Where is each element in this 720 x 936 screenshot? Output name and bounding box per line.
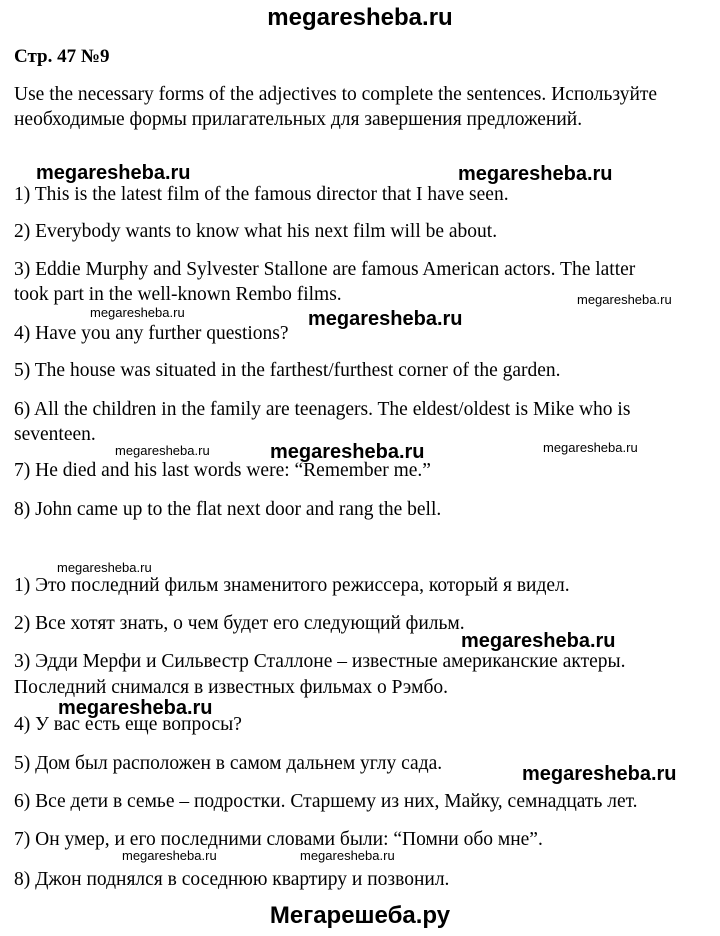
english-sentence-6-line-1: 6) All the children in the family are teenagers. The eldest/oldest is Mike who is [14,399,631,420]
site-header: megaresheba.ru [267,4,453,31]
watermark: megaresheba.ru [57,560,152,575]
russian-sentence-5: 5) Дом был расположен в самом дальнем углу сада. [14,753,443,774]
russian-sentence-2: 2) Все хотят знать, о чем будет его следующий фильм. [14,613,465,634]
english-sentence-3-line-1: 3) Eddie Murphy and Sylvester Stallone are famous American actors. The latter [14,259,636,280]
watermark: megaresheba.ru [36,162,191,184]
watermark: megaresheba.ru [300,848,395,863]
russian-sentence-3-line-1: 3) Эдди Мерфи и Сильвестр Сталлоне – известные американские актеры. [14,651,626,672]
english-sentence-7: 7) He died and his last words were: “Remember me.” [14,460,431,481]
page-reference: Стр. 47 №9 [14,46,110,67]
watermark: megaresheba.ru [543,440,638,455]
english-sentence-5: 5) The house was situated in the farthest/furthest corner of the garden. [14,360,561,381]
english-sentence-4: 4) Have you any further questions? [14,323,289,344]
watermark: megaresheba.ru [90,305,185,320]
watermark: megaresheba.ru [115,443,210,458]
russian-sentence-8: 8) Джон поднялся в соседнюю квартиру и позвонил. [14,869,450,890]
watermark: megaresheba.ru [458,163,613,185]
english-sentence-6-line-2: seventeen. [14,424,96,445]
russian-sentence-3-line-2: Последний снимался в известных фильмах о Рэмбо. [14,677,449,698]
watermark: megaresheba.ru [522,763,677,785]
english-sentence-8: 8) John came up to the flat next door and rang the bell. [14,499,442,520]
instruction-line-2: необходимые формы прилагательных для завершения предложений. [14,109,583,130]
english-sentence-3-line-2: took part in the well-known Rembo films. [14,284,342,305]
watermark: megaresheba.ru [58,697,213,719]
russian-sentence-7: 7) Он умер, и его последними словами были: “Помни обо мне”. [14,829,543,850]
site-footer: Мегарешеба.ру [269,902,451,929]
watermark: megaresheba.ru [308,308,463,330]
watermark: megaresheba.ru [461,630,616,652]
instruction-line-1: Use the necessary forms of the adjectives to complete the sentences. Используйте [14,84,658,105]
english-sentence-2: 2) Everybody wants to know what his next film will be about. [14,221,498,242]
english-sentence-1: 1) This is the latest film of the famous director that I have seen. [14,184,509,205]
russian-sentence-4: 4) У вас есть еще вопросы? [14,714,242,735]
russian-sentence-6: 6) Все дети в семье – подростки. Старшему из них, Майку, семнадцать лет. [14,791,638,812]
watermark: megaresheba.ru [270,441,425,463]
watermark: megaresheba.ru [122,848,217,863]
russian-sentence-1: 1) Это последний фильм знаменитого режиссера, который я видел. [14,575,570,596]
watermark: megaresheba.ru [577,292,672,307]
